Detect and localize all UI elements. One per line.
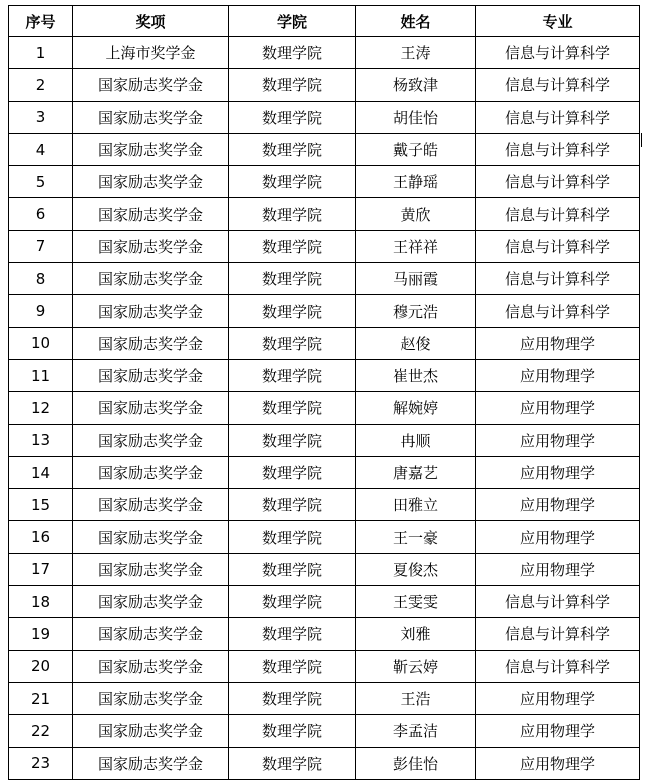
edge-mark — [641, 133, 642, 147]
cell-index: 15 — [9, 489, 73, 521]
cell-name: 彭佳怡 — [356, 747, 476, 779]
cell-name: 戴子皓 — [356, 133, 476, 165]
cell-major: 应用物理学 — [476, 359, 640, 391]
cell-major: 信息与计算科学 — [476, 650, 640, 682]
header-name: 姓名 — [356, 6, 476, 37]
cell-award: 国家励志奖学金 — [73, 586, 229, 618]
header-college: 学院 — [229, 6, 356, 37]
cell-college: 数理学院 — [229, 166, 356, 198]
cell-college: 数理学院 — [229, 456, 356, 488]
table-row — [9, 553, 640, 585]
cell-college: 数理学院 — [229, 747, 356, 779]
cell-award: 国家励志奖学金 — [73, 263, 229, 295]
cell-name: 解婉婷 — [356, 392, 476, 424]
table-row — [9, 133, 640, 165]
cell-name: 夏俊杰 — [356, 553, 476, 585]
cell-name: 冉顺 — [356, 424, 476, 456]
cell-award: 上海市奖学金 — [73, 37, 229, 69]
cell-major: 应用物理学 — [476, 489, 640, 521]
table-row — [9, 263, 640, 295]
cell-award: 国家励志奖学金 — [73, 521, 229, 553]
cell-college: 数理学院 — [229, 682, 356, 714]
cell-college: 数理学院 — [229, 553, 356, 585]
cell-award: 国家励志奖学金 — [73, 424, 229, 456]
table-body — [9, 37, 640, 780]
table-row — [9, 392, 640, 424]
table-row — [9, 618, 640, 650]
cell-name: 刘雅 — [356, 618, 476, 650]
cell-index: 8 — [9, 263, 73, 295]
cell-index: 2 — [9, 69, 73, 101]
table-row — [9, 327, 640, 359]
cell-major: 应用物理学 — [476, 327, 640, 359]
cell-award: 国家励志奖学金 — [73, 69, 229, 101]
cell-index: 20 — [9, 650, 73, 682]
table-row — [9, 715, 640, 747]
cell-college: 数理学院 — [229, 263, 356, 295]
cell-college: 数理学院 — [229, 230, 356, 262]
cell-award: 国家励志奖学金 — [73, 553, 229, 585]
table-row — [9, 456, 640, 488]
cell-index: 16 — [9, 521, 73, 553]
cell-name: 王雯雯 — [356, 586, 476, 618]
cell-index: 9 — [9, 295, 73, 327]
cell-name: 胡佳怡 — [356, 101, 476, 133]
cell-major: 信息与计算科学 — [476, 101, 640, 133]
cell-college: 数理学院 — [229, 101, 356, 133]
cell-name: 王一豪 — [356, 521, 476, 553]
cell-award: 国家励志奖学金 — [73, 327, 229, 359]
cell-college: 数理学院 — [229, 198, 356, 230]
cell-award: 国家励志奖学金 — [73, 295, 229, 327]
cell-college: 数理学院 — [229, 327, 356, 359]
cell-index: 11 — [9, 359, 73, 391]
cell-award: 国家励志奖学金 — [73, 230, 229, 262]
cell-index: 12 — [9, 392, 73, 424]
cell-major: 应用物理学 — [476, 553, 640, 585]
table-row — [9, 69, 640, 101]
table-row — [9, 747, 640, 779]
cell-major: 信息与计算科学 — [476, 618, 640, 650]
cell-college: 数理学院 — [229, 133, 356, 165]
cell-name: 崔世杰 — [356, 359, 476, 391]
cell-college: 数理学院 — [229, 392, 356, 424]
cell-college: 数理学院 — [229, 715, 356, 747]
cell-college: 数理学院 — [229, 424, 356, 456]
cell-award: 国家励志奖学金 — [73, 650, 229, 682]
cell-college: 数理学院 — [229, 69, 356, 101]
cell-index: 13 — [9, 424, 73, 456]
cell-college: 数理学院 — [229, 650, 356, 682]
table-row — [9, 166, 640, 198]
table-row — [9, 37, 640, 69]
cell-index: 6 — [9, 198, 73, 230]
cell-name: 王祥祥 — [356, 230, 476, 262]
cell-index: 3 — [9, 101, 73, 133]
table-row — [9, 521, 640, 553]
table-row — [9, 424, 640, 456]
table-row — [9, 586, 640, 618]
cell-name: 王浩 — [356, 682, 476, 714]
cell-award: 国家励志奖学金 — [73, 489, 229, 521]
scholarship-table — [8, 5, 640, 780]
cell-award: 国家励志奖学金 — [73, 747, 229, 779]
cell-name: 赵俊 — [356, 327, 476, 359]
cell-name: 穆元浩 — [356, 295, 476, 327]
cell-award: 国家励志奖学金 — [73, 456, 229, 488]
table-row — [9, 230, 640, 262]
cell-name: 黄欣 — [356, 198, 476, 230]
cell-index: 22 — [9, 715, 73, 747]
cell-major: 信息与计算科学 — [476, 230, 640, 262]
cell-award: 国家励志奖学金 — [73, 715, 229, 747]
cell-name: 唐嘉艺 — [356, 456, 476, 488]
cell-award: 国家励志奖学金 — [73, 101, 229, 133]
cell-major: 应用物理学 — [476, 715, 640, 747]
table-row — [9, 682, 640, 714]
cell-major: 信息与计算科学 — [476, 133, 640, 165]
cell-index: 10 — [9, 327, 73, 359]
table-row — [9, 359, 640, 391]
cell-college: 数理学院 — [229, 586, 356, 618]
cell-index: 21 — [9, 682, 73, 714]
table-row — [9, 295, 640, 327]
cell-award: 国家励志奖学金 — [73, 359, 229, 391]
cell-index: 5 — [9, 166, 73, 198]
cell-award: 国家励志奖学金 — [73, 133, 229, 165]
cell-college: 数理学院 — [229, 489, 356, 521]
cell-major: 应用物理学 — [476, 392, 640, 424]
cell-college: 数理学院 — [229, 295, 356, 327]
cell-major: 信息与计算科学 — [476, 263, 640, 295]
cell-name: 王涛 — [356, 37, 476, 69]
cell-index: 19 — [9, 618, 73, 650]
cell-index: 14 — [9, 456, 73, 488]
cell-major: 信息与计算科学 — [476, 198, 640, 230]
cell-major: 应用物理学 — [476, 747, 640, 779]
cell-name: 田雅立 — [356, 489, 476, 521]
cell-name: 靳云婷 — [356, 650, 476, 682]
cell-major: 应用物理学 — [476, 521, 640, 553]
cell-college: 数理学院 — [229, 359, 356, 391]
cell-index: 18 — [9, 586, 73, 618]
cell-major: 应用物理学 — [476, 424, 640, 456]
cell-major: 信息与计算科学 — [476, 586, 640, 618]
cell-index: 1 — [9, 37, 73, 69]
cell-award: 国家励志奖学金 — [73, 392, 229, 424]
cell-name: 马丽霞 — [356, 263, 476, 295]
header-major: 专业 — [476, 6, 640, 37]
table-row — [9, 489, 640, 521]
cell-major: 应用物理学 — [476, 456, 640, 488]
table-row — [9, 198, 640, 230]
cell-award: 国家励志奖学金 — [73, 198, 229, 230]
cell-college: 数理学院 — [229, 521, 356, 553]
cell-index: 7 — [9, 230, 73, 262]
cell-major: 应用物理学 — [476, 682, 640, 714]
cell-major: 信息与计算科学 — [476, 295, 640, 327]
cell-major: 信息与计算科学 — [476, 166, 640, 198]
cell-college: 数理学院 — [229, 618, 356, 650]
cell-index: 4 — [9, 133, 73, 165]
table-header — [9, 6, 640, 37]
header-index: 序号 — [9, 6, 73, 37]
cell-name: 杨致津 — [356, 69, 476, 101]
header-row — [9, 6, 640, 37]
cell-name: 王静瑶 — [356, 166, 476, 198]
cell-major: 信息与计算科学 — [476, 69, 640, 101]
cell-award: 国家励志奖学金 — [73, 682, 229, 714]
table-row — [9, 101, 640, 133]
cell-index: 23 — [9, 747, 73, 779]
cell-award: 国家励志奖学金 — [73, 166, 229, 198]
cell-index: 17 — [9, 553, 73, 585]
cell-award: 国家励志奖学金 — [73, 618, 229, 650]
header-award: 奖项 — [73, 6, 229, 37]
cell-college: 数理学院 — [229, 37, 356, 69]
table-row — [9, 650, 640, 682]
cell-major: 信息与计算科学 — [476, 37, 640, 69]
cell-name: 李孟洁 — [356, 715, 476, 747]
